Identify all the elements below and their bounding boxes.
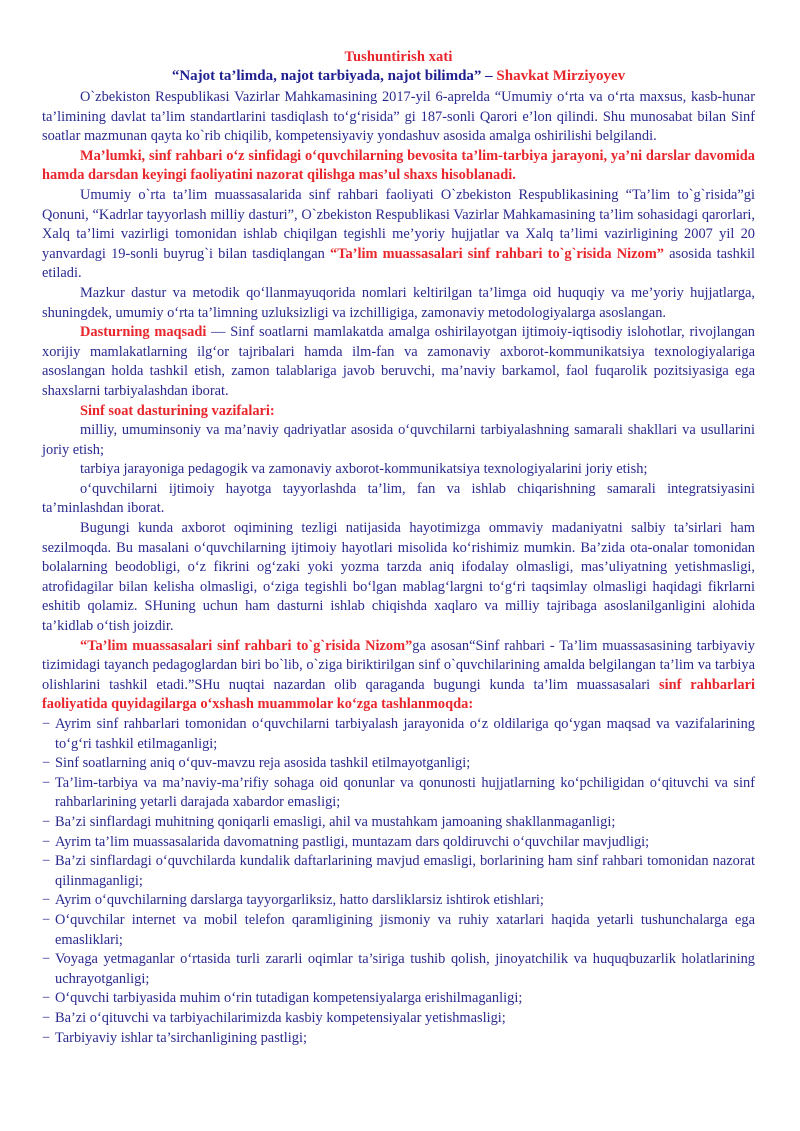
bullet-dash-icon: − — [42, 813, 51, 830]
list-item — [42, 950, 755, 989]
tasks-heading: Sinf soat dasturining vazifalari: — [80, 402, 275, 419]
bullet-dash-icon: − — [42, 716, 51, 732]
paragraph-program-goal — [42, 323, 755, 401]
document-subtitle — [42, 67, 755, 86]
paragraph-legal-basis — [42, 186, 755, 284]
bullet-dash-icon: − — [42, 833, 51, 850]
bullet-dash-icon: − — [42, 1009, 51, 1026]
problems-intro-text: ga asosan“Sinf rahbari - Ta’lim muassasasining tarbiyaviy tizimidagi tayanch pedagoglardan biri bo`lib, o`ziga biriktirilgan sinf o`quvchilarining amalda belgilangan ta’lim va tarbiya olishlarini tashkil etadi.”SHu nuqtai nazardan olib qaraganda bugungi kunda ta’lim muassasalari — [42, 637, 755, 693]
list-item — [42, 833, 755, 853]
list-item-label: Ayrim o‘quvchilarning darslarga tayyorgarliksiz, hatto darsliklarsiz ishtirok etishlari; — [55, 892, 544, 909]
regulation-title-2: “Ta’lim muassasalari sinf rahbari to`g`risida Nizom” — [80, 637, 413, 654]
list-item — [42, 852, 755, 891]
task-item-2: tarbiya jarayoniga pedagogik va zamonaviy axborot-kommunikatsiya texnologiyalarini joriy etish; — [80, 461, 648, 478]
page-title: Tushuntirish xati — [344, 49, 453, 65]
list-item-label: Ba’zi sinflardagi o‘quvchilarda kundalik daftarlarining mavjud emasligi, borlarining ham sinf rahbari tomonidan nazorat qilinmaganligi; — [55, 853, 755, 889]
legal-basis-text-b: asosida tashkil etiladi. — [42, 245, 756, 282]
list-item — [42, 1009, 755, 1029]
list-item — [42, 1029, 755, 1049]
list-item — [42, 813, 755, 833]
task-item-1: milliy, umuminsoniy va ma’naviy qadriyatlar asosida o‘quvchilarni tarbiyalashning samarali shakllari va usullarini joriy etish; — [42, 422, 755, 458]
paragraph-problems-intro — [42, 637, 755, 715]
paragraph-program-basis: Mazkur dastur va metodik qo‘llanmayuqorida nomlari keltirilgan ta’limga oid huquqiy va me’yoriy hujjatlarga, shuningdek, umumiy o‘rta ta’limning uzluksizligi va izchilligiga, zamonaviy metodologiyalarga asoslangan. — [42, 284, 755, 321]
paragraph-intro: O`zbekiston Respublikasi Vazirlar Mahkamasining 2017-yil 6-aprelda “Umumiy o‘rta va o‘rta maxsus, kasb-hunar ta’limining davlat ta’lim standartlarini tasdiqlash to‘g‘risida” gi 187-sonli Qarori e’lon qilindi. Shu munosabat bilan Sinf soatlar mazmunan qayta ko`rib chiqilib, kompetensiyaviy yondashuv asosida amalga oshirilishi belgilandi. — [42, 89, 755, 145]
list-item-label: O‘quvchi tarbiyasida muhim o‘rin tutadigan kompetensiyalarga erishilmaganligi; — [55, 990, 523, 1007]
problems-heading: sinf rahbarlari faoliyatida quyidagilarga o‘xshash muammolar ko‘zga tashlanmoqda: — [42, 676, 755, 713]
list-item — [42, 754, 755, 774]
legal-basis-text-a: Umumiy o`rta ta’lim muassasalarida sinf rahbari faoliyati O`zbekiston Respublikasining “Ta’lim to`g`risida”gi Qonuni, “Kadrlar tayyorlash milliy dasturi”, O`zbekiston Respublikasi Vazirlar Mahkamasining ta’lim sohasidagi qarorlari, Xalq ta’limi vazirligi tomonidan ishlab chiqilgan tegishli me’yoriy hujjatlar va Xalq ta’limi vazirligining 2007 yil 20 yanvardagi 19-sonli buyrug`i bilan tasdiqlangan — [42, 186, 755, 262]
list-item-label: Ta’lim-tarbiya va ma’naviy-ma’rifiy sohaga oid qonunlar va qonunosti hujjatlarning ko‘pchiligidan o‘qituvchi va sinf rahbarlarining yetarli darajada xabardor emasligi; — [55, 774, 755, 811]
bullet-dash-icon: − — [42, 911, 51, 928]
list-item-label: Voyaga yetmaganlar o‘rtasida turli zararli oqimlar ta’siriga tushib qolish, jinoyatchilik va huquqbuzarlik holatlarining uchrayotganligi; — [55, 951, 755, 987]
program-goal-heading: Dasturning maqsadi — [80, 324, 207, 341]
list-item — [42, 911, 755, 950]
list-item-label: Ba’zi sinflardagi muhitning qoniqarli emasligi, ahil va mustahkam jamoaning shakllanmaganligi; — [55, 813, 616, 830]
list-item-label: Sinf soatlarning aniq o‘quv-mavzu reja asosida tashkil etilmayotganligi; — [55, 755, 471, 772]
list-item — [42, 891, 755, 911]
bullet-dash-icon: − — [42, 774, 51, 791]
list-item — [42, 715, 755, 754]
list-item-label: Ayrim sinf rahbarlari tomonidan o‘quvchilarni tarbiyalash jarayonida o‘z oldilariga qo‘ygan maqsad va vazifalarining to‘g‘ri tashkil etilmaganligi; — [55, 716, 755, 752]
paragraph-highlight-teacher-role: Ma’lumki, sinf rahbari o‘z sinfidagi o‘quvchilarning bevosita ta’lim-tarbiya jarayoni, ya’ni darslar davomida hamda darsdan keyingi faoliyatini nazorat qilishga mas’ul shaxs hisoblanadi. — [42, 147, 755, 184]
bullet-dash-icon: − — [42, 1029, 51, 1046]
subtitle-quote: “Najot ta’limda, najot tarbiyada, najot bilimda” – — [171, 68, 497, 84]
task-item-3: o‘quvchilarni ijtimoiy hayotga tayyorlashda ta’lim, fan va ishlab chiqarishning samarali integratsiyasini ta’minlashdan iborat. — [42, 480, 755, 517]
bullet-dash-icon: − — [42, 755, 51, 772]
bullet-dash-icon: − — [42, 853, 51, 870]
list-item — [42, 989, 755, 1009]
program-goal-text: — Sinf soatlarni mamlakatda amalga oshirilayotgan ijtimoiy-iqtisodiy islohotlar, rivojlangan xorijiy mamlakatlarning ilg‘or tajribalari hamda ilm-fan va zamonaviy axborot-kommunikatsiya texnologiyalariga asoslangan holda tashkil etish, zamon talablariga javob beruvchi, ma’naviy barkamol, faol fuqarolik pozitsiyasiga ega shaxslarni tarbiyalashdan iborat. — [42, 324, 755, 399]
list-item-label: O‘quvchilar internet va mobil telefon qaramligining jismoniy va ruhiy xatarlari haqida yetarli tushunchalarga ega emasliklari; — [55, 911, 755, 948]
paragraph-current-situation: Bugungi kunda axborot oqimining tezligi natijasida hayotimizga ommaviy madaniyatni salbiy ta’sirlari ham sezilmoqda. Bu masalani o‘quvchilarning ijtimoiy hayotlari misolida ko‘rishimiz mumkin. Ba’zida ota-onalar tomonidan bolalarning beodobligi, o‘z fikrini og‘zaki yoki yozma tarzda aniq ifodalay olmasligi, mas’uliyatning yetishmasligi, atrofidagilar bilan kelisha olmasligi, o‘ziga tegishli bo‘lgan mablag‘largni to‘g‘ri taqsimlay olmasligi haqidagi fikrlarni eshitib qolamiz. SHuning uchun ham dasturni ishlab chiqishda xaqlaro va milliy tajribaga asoslanilganligini alohida ta’kidlab o‘tish joizdir. — [42, 520, 755, 635]
bullet-dash-icon: − — [42, 892, 51, 909]
subtitle-author-name: Shavkat Mirziyoyev — [496, 68, 626, 84]
list-item-label: Ayrim ta’lim muassasalarida davomatning pastligi, muntazam dars qoldiruvchi o‘quvchilar mavjudligi; — [55, 833, 650, 850]
bullet-dash-icon: − — [42, 951, 51, 968]
list-item — [42, 774, 755, 813]
problems-list — [42, 715, 755, 1048]
list-item-label: Tarbiyaviy ishlar ta’sirchanligining pastligi; — [55, 1029, 307, 1046]
list-item-label: Ba’zi o‘qituvchi va tarbiyachilarimizda kasbiy kompetensiyalar yetishmasligi; — [55, 1009, 506, 1026]
regulation-title-1: “Ta’lim muassasalari sinf rahbari to`g`risida Nizom” — [330, 245, 664, 262]
bullet-dash-icon: − — [42, 990, 51, 1007]
